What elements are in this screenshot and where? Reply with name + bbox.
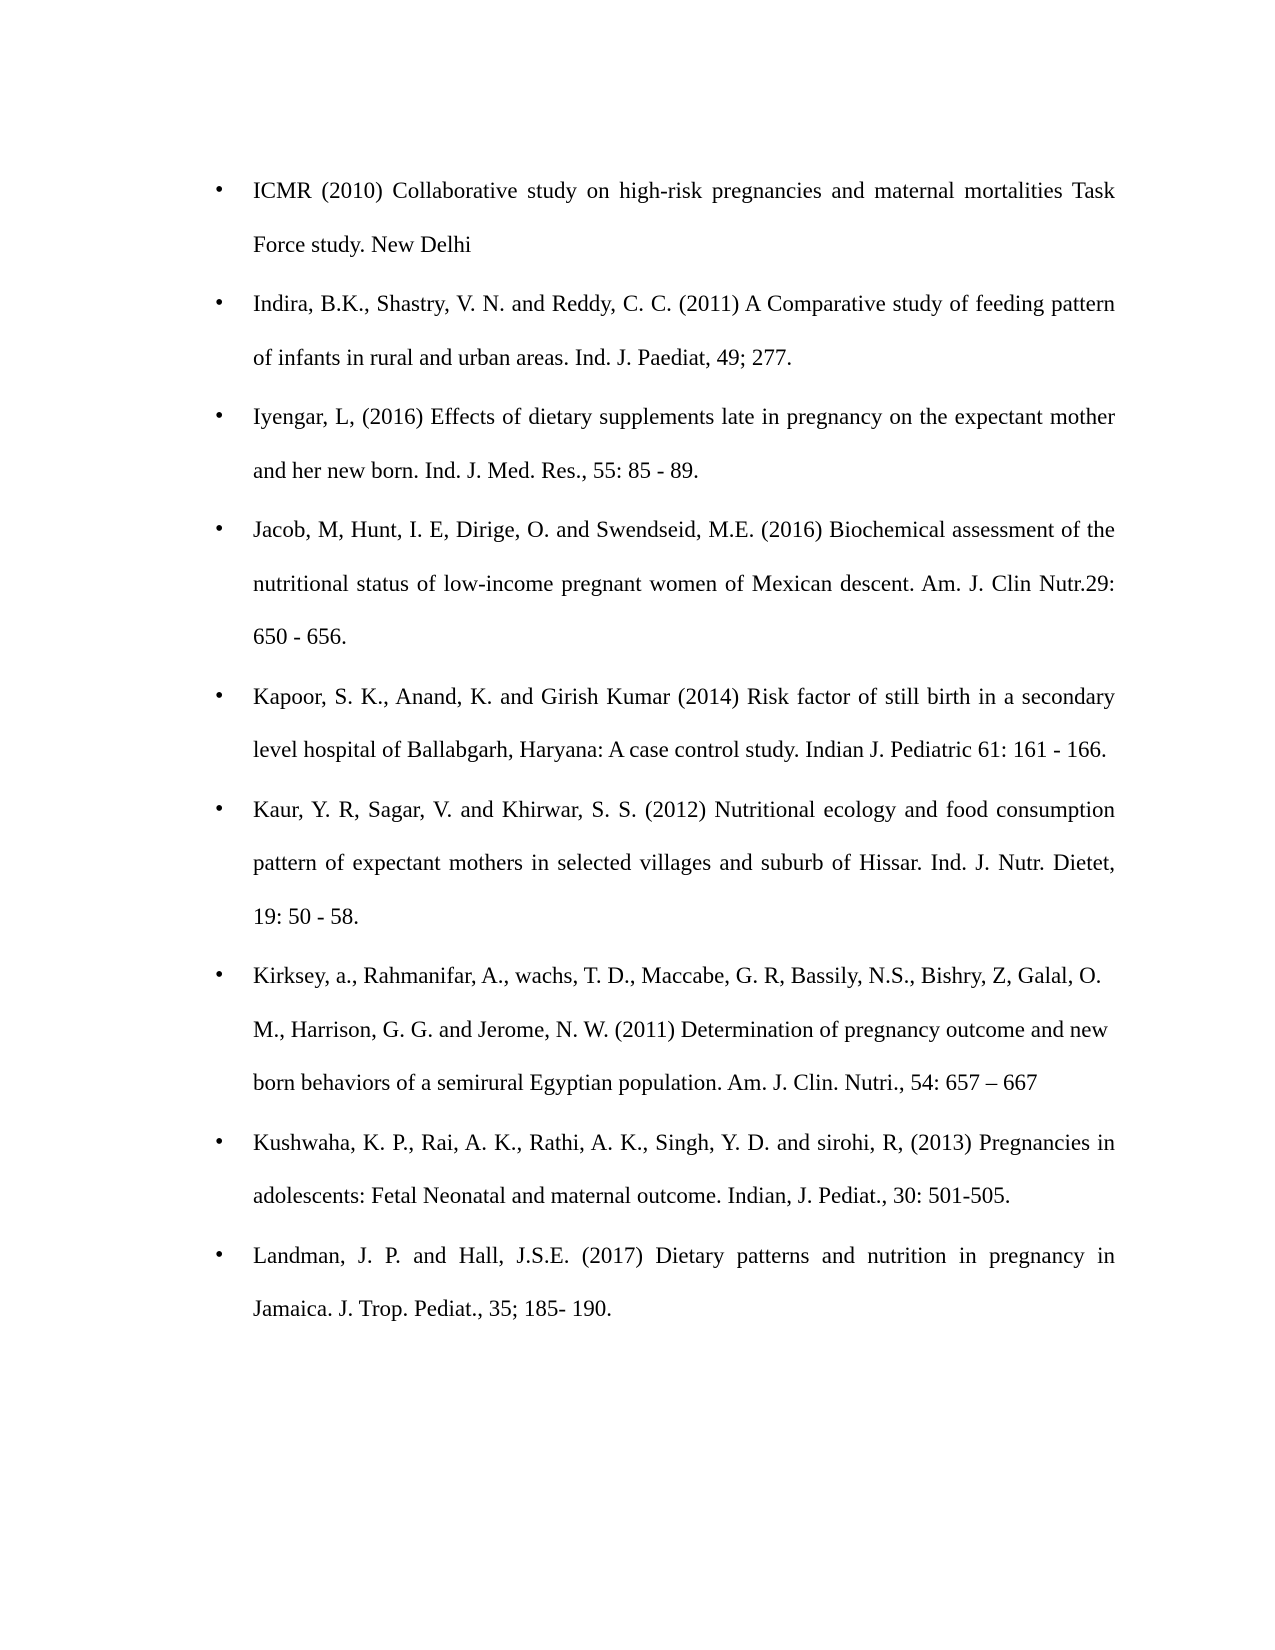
reference-item <box>215 390 1115 497</box>
bullet-icon: • <box>215 403 224 429</box>
reference-text: Iyengar, L, (2016) Effects of dietary supplements late in pregnancy on the expectant mother and her new born. Ind. J. Med. Res., 55: 85 - 89. <box>253 404 1115 483</box>
reference-item <box>215 503 1115 664</box>
bullet-icon: • <box>215 682 224 709</box>
bullet-icon: • <box>215 516 224 542</box>
reference-item <box>215 1116 1115 1223</box>
reference-text: Kushwaha, K. P., Rai, A. K., Rathi, A. K., Singh, Y. D. and sirohi, R, (2013) Pregnancies in adolescents: Fetal Neonatal and maternal outcome. Indian, J. Pediat., 30: 501-505. <box>253 1129 1115 1208</box>
reference-list <box>215 164 1115 1342</box>
reference-item <box>215 164 1115 271</box>
reference-item <box>215 783 1115 944</box>
bullet-icon: • <box>215 962 224 988</box>
bullet-icon: • <box>215 1241 224 1268</box>
bullet-icon: • <box>215 290 224 316</box>
bullet-icon: • <box>215 795 224 822</box>
bullet-icon: • <box>215 177 224 203</box>
bullet-icon: • <box>215 1128 224 1155</box>
reference-text: Kaur, Y. R, Sagar, V. and Khirwar, S. S. (2012) Nutritional ecology and food consumption pattern of expectant mothers in selected villages and suburb of Hissar. Ind. J. Nutr. Dietet, 19: 50 - 58. <box>253 796 1115 929</box>
reference-item <box>215 277 1115 384</box>
reference-text: Indira, B.K., Shastry, V. N. and Reddy, C. C. (2011) A Comparative study of feeding pattern of infants in rural and urban areas. Ind. J. Paediat, 49; 277. <box>253 291 1115 370</box>
reference-text: Kapoor, S. K., Anand, K. and Girish Kumar (2014) Risk factor of still birth in a secondary level hospital of Ballabgarh, Haryana: A case control study. Indian J. Pediatric 61: 161 - 166. <box>253 683 1115 762</box>
reference-text: Jacob, M, Hunt, I. E, Dirige, O. and Swendseid, M.E. (2016) Biochemical assessment of the nutritional status of low-income pregnant women of Mexican descent. Am. J. Clin Nutr.29: 650 - 656. <box>253 517 1115 649</box>
reference-item <box>215 1229 1115 1336</box>
reference-text: Landman, J. P. and Hall, J.S.E. (2017) Dietary patterns and nutrition in pregnancy in Jamaica. J. Trop. Pediat., 35; 185- 190. <box>253 1242 1115 1321</box>
reference-text: Kirksey, a., Rahmanifar, A., wachs, T. D., Maccabe, G. R, Bassily, N.S., Bishry, Z, Galal, O. M., Harrison, G. G. and Jerome, N. W. (2011) Determination of pregnancy outcome and new born behaviors of a semirural Egyptian population. Am. J. Clin. Nutri., 54: 657 – 667 <box>253 963 1109 1095</box>
reference-item <box>215 949 1115 1110</box>
reference-item <box>215 670 1115 777</box>
reference-text: ICMR (2010) Collaborative study on high-risk pregnancies and maternal mortalities Task Force study. New Delhi <box>253 178 1115 257</box>
